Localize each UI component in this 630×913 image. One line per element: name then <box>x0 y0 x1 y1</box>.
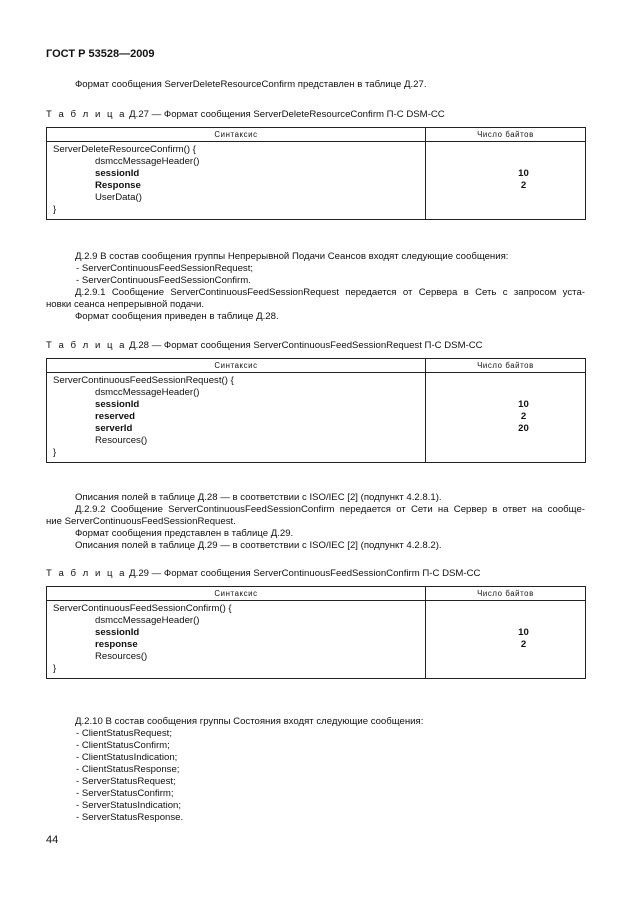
caption-text: Д.29 — Формат сообщения ServerContinuousFeedSessionConfirm П-С DSM-CC <box>129 568 481 579</box>
d28-field-description: Описания полей в таблице Д.28 — в соответствии с ISO/IEC [2] (подпункт 4.2.8.1). <box>75 492 442 503</box>
syntax-line: sessionId <box>95 168 140 179</box>
caption-text: Д.27 — Формат сообщения ServerDeleteResourceConfirm П-С DSM-CC <box>129 109 445 120</box>
d29-format-note: Формат сообщения приведен в таблице Д.28. <box>75 311 279 322</box>
page-number: 44 <box>46 834 59 846</box>
table-d27-caption <box>46 109 445 121</box>
syntax-line: serverId <box>95 423 133 434</box>
syntax-line: dsmccMessageHeader() <box>95 387 200 398</box>
list-item: - ClientStatusResponse; <box>76 764 180 775</box>
bytes-value: 20 <box>518 423 529 434</box>
d291-paragraph-line1: Д.2.9.1 Сообщение ServerContinuousFeedSessionRequest передается от Сервера в Сеть с запросом уста- <box>75 287 585 298</box>
syntax-line: ServerContinuousFeedSessionConfirm() { <box>53 603 232 614</box>
syntax-line: Resources() <box>95 435 148 446</box>
bytes-cell <box>426 601 586 679</box>
caption-prefix: Т а б л и ц а <box>46 568 127 579</box>
header-bytes: Число байтов <box>426 587 586 601</box>
bytes-cell <box>426 373 586 463</box>
table-d28 <box>46 358 586 463</box>
list-item: - ServerContinuousFeedSessionRequest; <box>76 263 254 274</box>
table-d27 <box>46 127 586 220</box>
syntax-line: reserved <box>95 411 136 422</box>
d292-paragraph-line2: ние ServerContinuousFeedSessionRequest. <box>46 516 236 527</box>
bytes-value: 10 <box>518 399 529 410</box>
bytes-value: 10 <box>518 168 529 179</box>
d29-field-description: Описания полей в таблице Д.29 — в соответствии с ISO/IEC [2] (подпункт 4.2.8.2). <box>75 540 442 551</box>
bytes-value: 2 <box>520 180 527 191</box>
syntax-line: } <box>53 447 57 458</box>
syntax-cell <box>47 373 426 463</box>
list-item: - ServerContinuousFeedSessionConfirm. <box>76 275 251 286</box>
list-item: - ServerStatusConfirm; <box>76 788 174 799</box>
header-bytes: Число байтов <box>426 359 586 373</box>
syntax-cell <box>47 142 426 220</box>
syntax-line: response <box>95 639 138 650</box>
header-syntax: Синтаксис <box>47 359 426 373</box>
table-d28-caption <box>46 340 483 352</box>
d29-intro: Д.2.9 В состав сообщения группы Непрерывной Подачи Сеансов входят следующие сообщения: <box>75 251 509 262</box>
syntax-line: sessionId <box>95 627 140 638</box>
list-item: - ServerStatusRequest; <box>76 776 176 787</box>
caption-prefix: Т а б л и ц а <box>46 340 127 351</box>
syntax-line: } <box>53 204 57 215</box>
list-item: - ServerStatusResponse. <box>76 812 184 823</box>
syntax-line: ServerDeleteResourceConfirm() { <box>53 144 196 155</box>
document-header: ГОСТ Р 53528—2009 <box>46 48 155 60</box>
bytes-value: 10 <box>518 627 529 638</box>
bytes-value: 2 <box>520 411 527 422</box>
bytes-value: 2 <box>520 639 527 650</box>
d292-paragraph-line1: Д.2.9.2 Сообщение ServerContinuousFeedSessionConfirm передается от Сети на Сервер в ответ на сообще- <box>75 504 585 515</box>
table-d29 <box>46 586 586 679</box>
syntax-cell <box>47 601 426 679</box>
syntax-line: ServerContinuousFeedSessionRequest() { <box>53 375 234 386</box>
syntax-line: sessionId <box>95 399 140 410</box>
caption-prefix: Т а б л и ц а <box>46 109 127 120</box>
caption-text: Д.28 — Формат сообщения ServerContinuousFeedSessionRequest П-С DSM-CC <box>129 340 483 351</box>
syntax-line: UserData() <box>95 192 142 203</box>
list-item: - ClientStatusRequest; <box>76 728 172 739</box>
list-item: - ServerStatusIndication; <box>76 800 182 811</box>
bytes-cell <box>426 142 586 220</box>
syntax-line: dsmccMessageHeader() <box>95 156 200 167</box>
d210-intro: Д.2.10 В состав сообщения группы Состояния входят следующие сообщения: <box>75 716 424 727</box>
syntax-line: } <box>53 663 57 674</box>
header-bytes: Число байтов <box>426 128 586 142</box>
header-syntax: Синтаксис <box>47 587 426 601</box>
table-d29-caption <box>46 568 480 580</box>
intro-paragraph: Формат сообщения ServerDeleteResourceConfirm представлен в таблице Д.27. <box>75 79 427 90</box>
d29-format-reference: Формат сообщения представлен в таблице Д.29. <box>75 528 294 539</box>
syntax-line: Resources() <box>95 651 148 662</box>
syntax-line: dsmccMessageHeader() <box>95 615 200 626</box>
list-item: - ClientStatusIndication; <box>76 752 178 763</box>
header-syntax: Синтаксис <box>47 128 426 142</box>
syntax-line: Response <box>95 180 141 191</box>
d291-paragraph-line2: новки сеанса непрерывной подачи. <box>46 299 205 310</box>
list-item: - ClientStatusConfirm; <box>76 740 170 751</box>
